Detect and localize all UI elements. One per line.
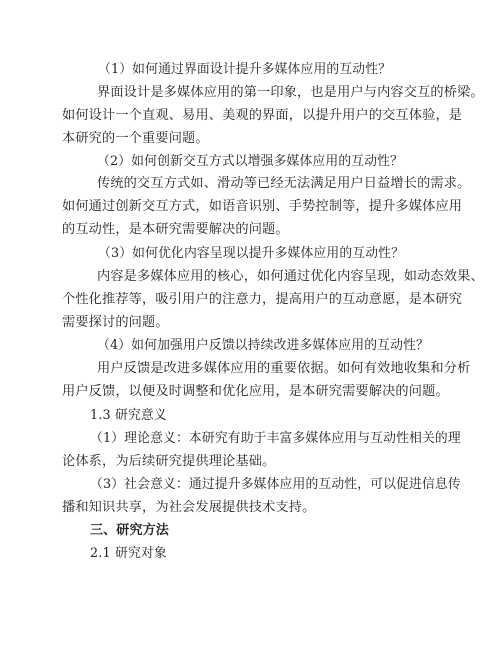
question-4-text-line-2: 用户反馈，以便及时调整和优化应用，是本研究需要解决的问题。 bbox=[62, 384, 449, 399]
section-3-heading: 三、研究方法 bbox=[90, 523, 169, 538]
question-4-heading: （4）如何加强用户反馈以持续改进多媒体应用的互动性？ bbox=[97, 338, 429, 353]
question-2-text-line-2: 如何通过创新交互方式，如语音识别、手势控制等，提升多媒体应用 bbox=[62, 199, 463, 214]
social-significance-line-1: （3）社会意义：通过提升多媒体应用的互动性，可以促进信息传 bbox=[90, 477, 461, 492]
question-3-text-line-1: 内容是多媒体应用的核心，如何通过优化内容呈现，如动态效果、 bbox=[97, 269, 484, 284]
question-1-text-line-2: 如何设计一个直观、易用、美观的界面，以提升用户的交互体验，是 bbox=[62, 108, 463, 123]
question-3-text-line-3: 需要探讨的问题。 bbox=[62, 315, 169, 330]
question-2-text-line-1: 传统的交互方式如、滑动等已经无法满足用户日益增长的需求。 bbox=[97, 176, 471, 191]
section-1-3-heading: 1.3 研究意义 bbox=[90, 408, 167, 423]
theory-significance-line-2: 论体系，为后续研究提供理论基础。 bbox=[62, 454, 276, 469]
question-3-text-line-2: 个性化推荐等，吸引用户的注意力，提高用户的互动意愿，是本研究 bbox=[62, 292, 463, 307]
section-2-1-heading: 2.1 研究对象 bbox=[90, 546, 167, 561]
question-2-text-line-3: 的互动性，是本研究需要解决的问题。 bbox=[62, 222, 289, 237]
question-2-heading: （2）如何创新交互方式以增强多媒体应用的互动性？ bbox=[97, 154, 404, 169]
question-3-heading: （3）如何优化内容呈现以提升多媒体应用的互动性？ bbox=[98, 246, 405, 261]
social-significance-line-2: 播和知识共享，为社会发展提供技术支持。 bbox=[62, 500, 316, 515]
question-1-text-line-1: 界面设计是多媒体应用的第一印象，也是用户与内容交互的桥梁。 bbox=[97, 85, 484, 100]
question-4-text-line-1: 用户反馈是改进多媒体应用的重要依据。如何有效地收集和分析 bbox=[97, 361, 471, 376]
theory-significance-line-1: （1）理论意义：本研究有助于丰富多媒体应用与互动性相关的理 bbox=[90, 431, 461, 446]
question-1-heading: （1）如何通过界面设计提升多媒体应用的互动性？ bbox=[98, 62, 392, 77]
question-1-text-line-3: 本研究的一个重要问题。 bbox=[62, 131, 209, 146]
